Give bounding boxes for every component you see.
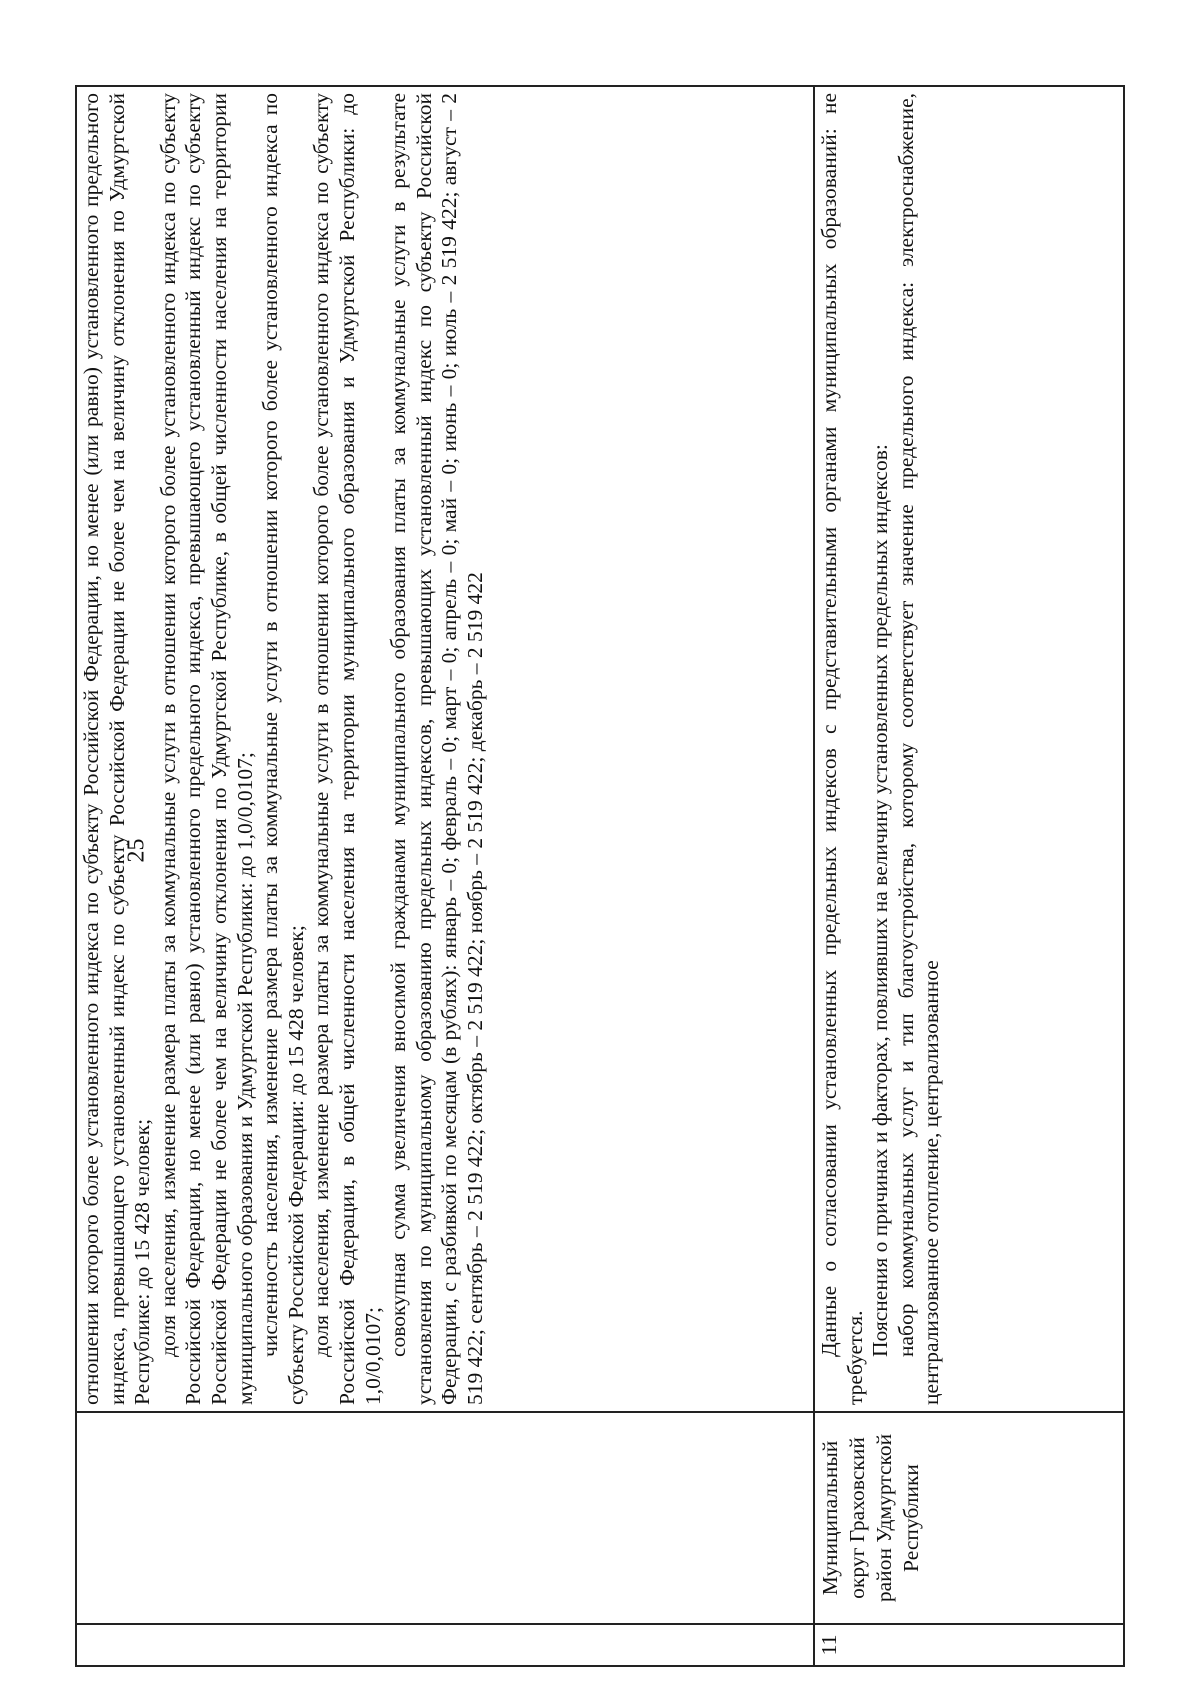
paragraph: отношении которого более установленного индекса по субъекту Российской Федерации, но менее (или равно) установленного предельного индекса, превышающего установленный индекс по субъекту Российской Федерации не более чем на величину отклонения по Удмуртской Республике: до 15 428 человек; [79, 93, 155, 1405]
paragraph: доля населения, изменение размера платы за коммунальные услуги в отношении которого более установленного индекса по субъекту Российской Федерации, в общей численности населения на территории муниципального образования и Удмуртской Республики: до 1,0/0,0107; [309, 93, 385, 1405]
municipality-name-cell [76, 1412, 814, 1624]
row-number-cell [814, 1624, 1124, 1666]
page-number-text: 25 [123, 838, 150, 862]
paragraph: совокупная сумма увеличения вносимой гражданами муниципального образования платы за коммунальные услуги в результате установления по муниципальному образованию предельных индексов, превышающих установленный индекс по субъекту Российской Федерации, с разбивкой по месяцам (в рублях): январь – 0; февраль – 0; март – 0; апрель – 0; май – 0; июнь – 0; июль – 2 519 422; август – 2 519 422; сентябрь – 2 519 422; октябрь – 2 519 422; ноябрь – 2 519 422; декабрь – 2 519 422 [386, 93, 487, 1405]
rotated-page-content [75, 87, 1123, 1667]
row-number-cell [76, 1624, 814, 1666]
row-number: 11 [817, 1634, 841, 1656]
paragraph: Данные о согласовании установленных предельных индексов с представительными органами муниципальных образований: не требуется. [817, 93, 867, 1405]
table-row [814, 86, 1124, 1666]
paragraph: численность населения, изменение размера платы за коммунальные услуги в отношении которого более установленного индекса по субъекту Российской Федерации: до 15 428 человек; [258, 93, 308, 1405]
paragraph: набор коммунальных услуг и тип благоустройства, которому соответствует значение предельного индекса: электроснабжение, централизованное отопление, централизованное [893, 93, 944, 1405]
municipality-name-cell [814, 1412, 1124, 1624]
paragraph: доля населения, изменение размера платы за коммунальные услуги в отношении которого более установленного индекса по субъекту Российской Федерации, но менее (или равно) установленного предельного индекса, превышающего установленный индекс по субъекту Российской Федерации не более чем на величину отклонения по Удмуртской Республике, в общей численности населения на территории муниципального образования и Удмуртской Республики: до 1,0/0,0107; [155, 93, 257, 1405]
description-cell [814, 86, 1124, 1412]
description-cell [76, 86, 814, 1412]
table-row [76, 86, 814, 1666]
document-table [75, 85, 1125, 1667]
paragraph: Пояснения о причинах и факторах, повлиявших на величину установленных предельных индексов: [868, 444, 893, 1357]
municipality-name: Муниципальный округ Граховский район Удмуртской Республики [818, 1433, 923, 1603]
